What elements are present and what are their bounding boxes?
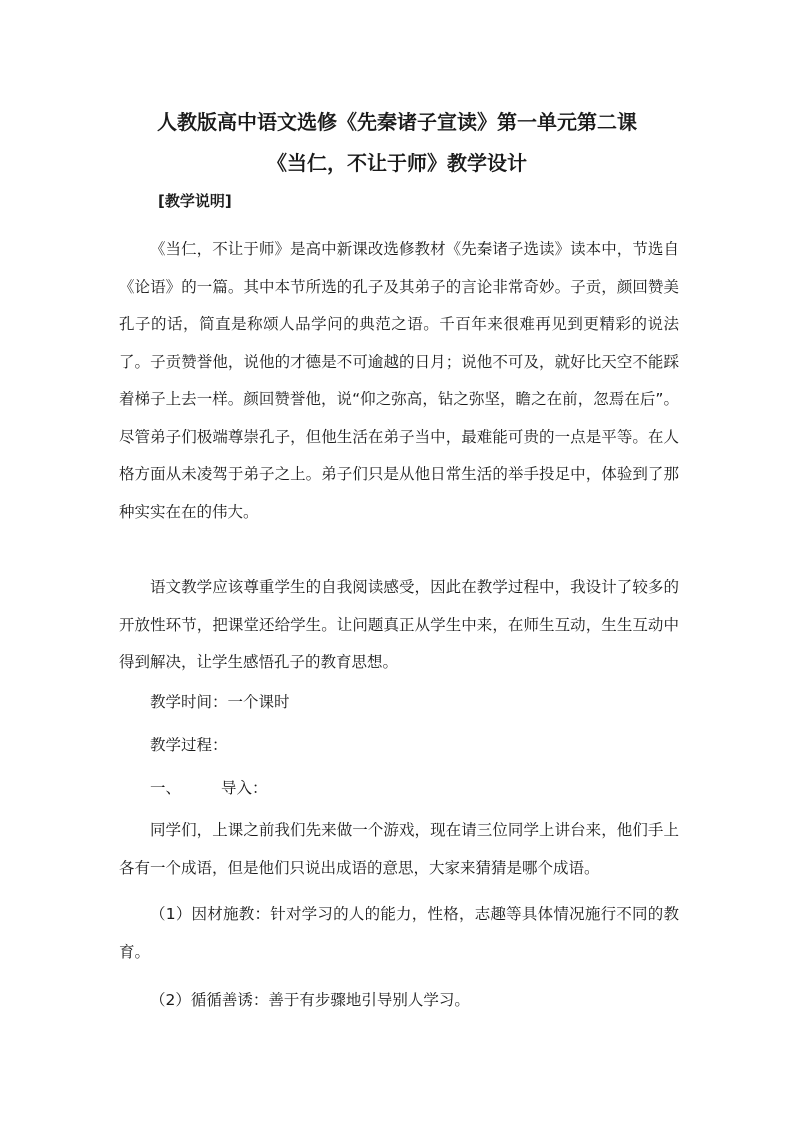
idiom-item-2: （2）循循善诱：善于有步骤地引导别人学习。 <box>150 991 470 1009</box>
document-title-line1: 人教版高中语文选修《先秦诸子宣读》第一单元第二课 <box>157 110 637 134</box>
idiom-item-1: （1）因材施教：针对学习的人的能力，性格，志趣等具体情况施行不同的教育。 <box>119 905 679 961</box>
intro-label: 导入： <box>221 779 268 797</box>
intro-heading <box>150 776 268 798</box>
document-title-line2: 《当仁，不让于师》教学设计 <box>267 151 527 175</box>
intro-number: 一、 <box>150 779 182 797</box>
teaching-time: 教学时间：一个课时 <box>150 693 290 711</box>
teaching-process-heading: 教学过程： <box>150 736 228 754</box>
section-heading: [教学说明] <box>158 192 232 210</box>
paragraph-teaching-approach: 语文教学应该尊重学生的自我阅读感受，因此在教学过程中，我设计了较多的开放性环节，把课堂还给学生。让问题真正从学生中来，在师生互动，生生互动中得到解决，让学生感悟孔子的教育思想。 <box>119 578 679 671</box>
paragraph-game: 同学们，上课之前我们先来做一个游戏，现在请三位同学上讲台来，他们手上各有一个成语，但是他们只说出成语的意思，大家来猜猜是哪个成语。 <box>119 821 679 877</box>
paragraph-teaching-notes: 《当仁，不让于师》是高中新课改选修教材《先秦诸子选读》读本中，节选自《论语》的一篇。其中本节所选的孔子及其弟子的言论非常奇妙。子贡，颜回赞美孔子的话，简直是称颂人品学问的典范之语。千百年来很难再见到更精彩的说法了。子贡赞誉他，说他的才德是不可逾越的日月；说他不可及，就好比天空不能踩着梯子上去一样。颜回赞誉他，说“仰之弥高，钻之弥坚，瞻之在前，忽焉在后”。尽管弟子们极端尊崇孔子，但他生活在弟子当中，最难能可贵的一点是平等。在人格方面从未凌驾于弟子之上。弟子们只是从他日常生活的举手投足中，体验到了那种实实在在的伟大。 <box>119 240 679 521</box>
